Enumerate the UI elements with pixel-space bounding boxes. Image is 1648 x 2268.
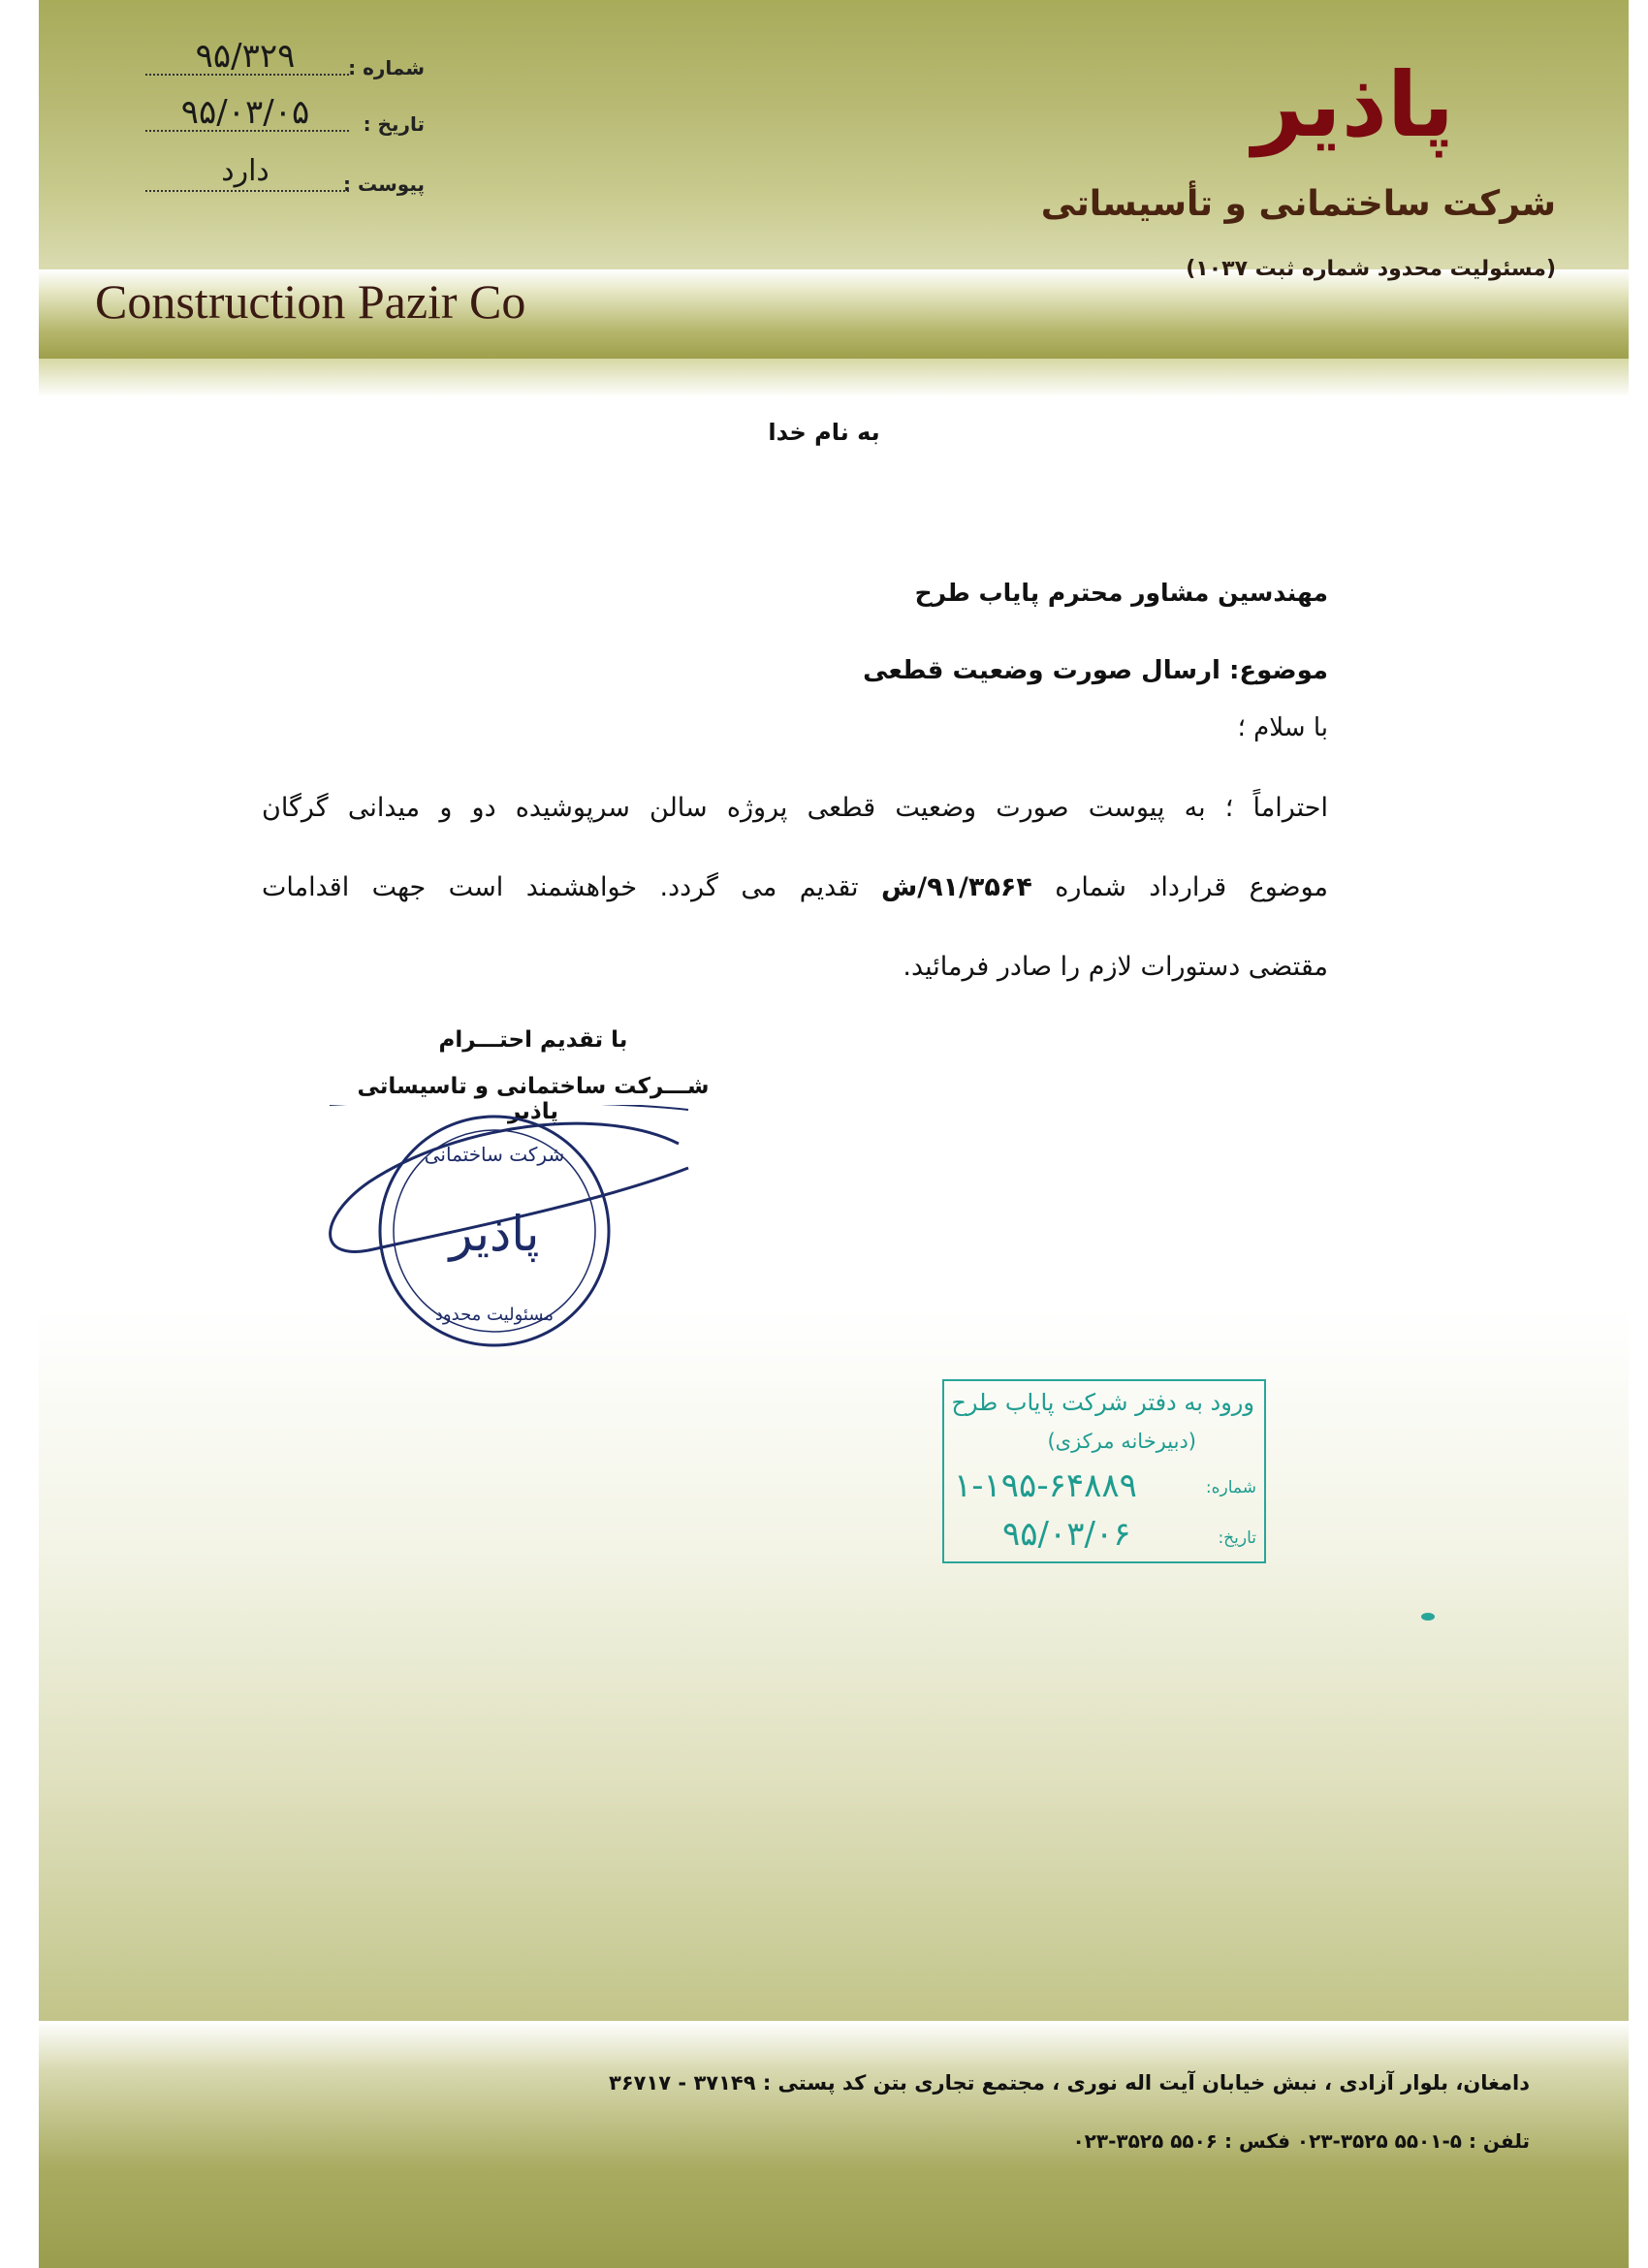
recipient: مهندسین مشاور محترم پایاب طرح: [914, 579, 1328, 607]
company-registration: (مسئولیت محدود شماره ثبت ۱۰۳۷): [1186, 257, 1556, 281]
attachment-label: پیوست :: [342, 173, 425, 196]
seal-top-text: شرکت ساختمانی: [424, 1143, 565, 1166]
bismillah: به نام خدا: [768, 419, 880, 446]
paragraph-line-2-start: موضوع قرارداد شماره: [1031, 872, 1329, 902]
date-label: تاریخ :: [363, 112, 425, 136]
receipt-stamp: [942, 1379, 1266, 1563]
stamp-number-value: ۱-۱۹۵-۶۴۸۸۹: [954, 1466, 1137, 1505]
ink-dot: [1421, 1613, 1435, 1621]
paragraph-line-3: مقتضی دستورات لازم را صادر فرمائید.: [903, 952, 1328, 982]
company-logo-title: پاذیر: [1252, 53, 1454, 157]
signature-underline: [330, 1105, 688, 1110]
date-value: ۹۵/۰۳/۰۵: [180, 93, 310, 132]
body-gradient: [39, 1308, 1629, 2103]
attachment-dots: [145, 190, 349, 192]
greeting: با سلام ؛: [1237, 713, 1328, 742]
contract-number: ۹۱/۳۵۶۴/ش: [880, 872, 1032, 902]
closing-line-2: شـــرکت ساختمانی و تاسیساتی پاذیر: [357, 1074, 710, 1124]
company-name: شرکت ساختمانی و تأسیساتی: [1040, 184, 1556, 224]
number-label: شماره :: [348, 56, 425, 79]
stamp-date-label: تاریخ:: [1218, 1528, 1256, 1548]
meta-attachment-row: [134, 143, 425, 202]
paragraph-line-2: [262, 872, 1328, 902]
header-strip-fade: [39, 359, 1629, 397]
stamp-number-label: شماره:: [1205, 1478, 1256, 1497]
number-value: ۹۵/۳۲۹: [195, 37, 296, 76]
company-seal: [310, 1105, 698, 1357]
subject: موضوع: ارسال صورت وضعیت قطعی: [863, 656, 1328, 685]
stamp-title: ورود به دفتر شرکت پایاب طرح: [951, 1389, 1254, 1416]
paragraph-line-2-end: تقدیم می گردد. خواهشمند است جهت اقدامات: [262, 872, 881, 902]
closing-line-1: با تقدیم احتـــرام: [438, 1027, 628, 1053]
footer-phone: تلفن : ۵-۵۵۰۱ ۳۵۲۵-۰۲۳ فکس : ۵۵۰۶ ۳۵۲۵-۰۲۳: [1072, 2129, 1530, 2153]
paragraph-line-1: احتراماً ؛ به پیوست صورت وضعیت قطعی پروژه سالن سرپوشیده دو و میدانی گرگان: [262, 793, 1328, 823]
stamp-subtitle: (دبیرخانه مرکزی): [1047, 1430, 1196, 1453]
seal-center-text: پاذیر: [449, 1206, 540, 1262]
footer-address: دامغان، بلوار آزادی ، نبش خیابان آیت اله نوری ، مجتمع تجاری بتن کد پستی : ۳۷۱۴۹ - ۳۶۷۱۷: [609, 2071, 1530, 2095]
meta-date-row: [134, 83, 425, 142]
meta-number-row: [134, 27, 425, 85]
company-name-en: Construction Pazir Co: [95, 274, 526, 329]
seal-bottom-text: مسئولیت محدود: [434, 1305, 555, 1325]
stamp-date-value: ۹۵/۰۳/۰۶: [1002, 1515, 1131, 1554]
attachment-value: دارد: [221, 154, 269, 188]
